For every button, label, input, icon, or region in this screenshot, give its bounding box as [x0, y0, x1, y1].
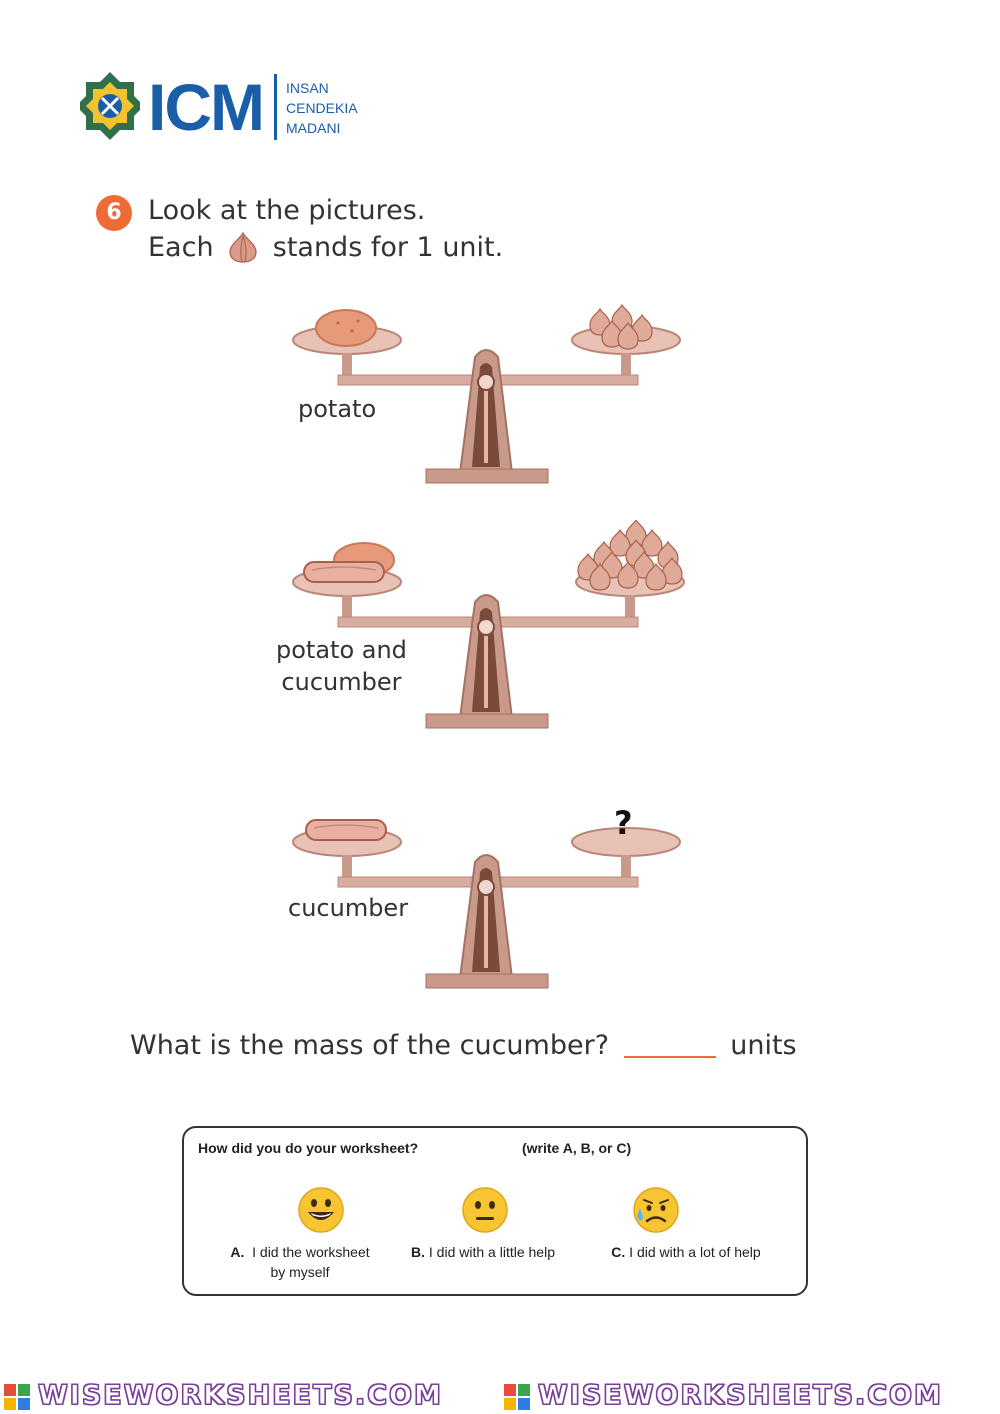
potato-icon: [316, 310, 376, 346]
logo-wordmark: ICM: [148, 70, 263, 144]
footer-watermark: [0, 1374, 1000, 1414]
answer-prompt: [130, 1028, 797, 1061]
option-text: I did with a lot of help: [629, 1244, 761, 1260]
neutral-face-icon: [461, 1186, 509, 1234]
icm-emblem-icon: [80, 68, 140, 144]
unit-text-after: stands for 1 unit.: [272, 232, 504, 263]
option-letter: B.: [411, 1244, 426, 1260]
wise-logo-icon: [4, 1384, 30, 1410]
sad-sweat-face-icon: [632, 1186, 680, 1234]
logo-sub-line: CENDEKIA: [286, 100, 358, 116]
logo-subtitle: [286, 78, 358, 138]
logo-divider: [274, 74, 277, 140]
watermark-text: WISEWORKSHEETS.COM: [38, 1380, 443, 1411]
smiling-face-icon: [297, 1186, 345, 1234]
question-instruction: Look at the pictures.: [148, 195, 426, 226]
onion-icon: [226, 230, 260, 264]
scale-label: potato: [298, 395, 377, 423]
cucumber-icon: [304, 562, 384, 582]
answer-question: What is the mass of the cucumber?: [130, 1030, 610, 1061]
balance-scale-potato: [280, 295, 700, 495]
logo-sub-line: MADANI: [286, 120, 341, 136]
onion-pile-icon: [578, 520, 682, 590]
assessment-hint: (write A, B, or C): [522, 1140, 632, 1156]
question-unit-definition: [148, 230, 503, 264]
scale-label: cucumber: [288, 894, 409, 922]
answer-blank-input[interactable]: [624, 1028, 716, 1058]
wise-logo-icon: [504, 1384, 530, 1410]
option-text: I did the worksheet: [252, 1244, 370, 1260]
scale-label-line: cucumber: [281, 668, 402, 696]
answer-unit: units: [730, 1030, 797, 1061]
option-text: I did with a little help: [428, 1244, 555, 1260]
logo-sub-line: INSAN: [286, 80, 329, 96]
assessment-question: How did you do your worksheet?: [198, 1140, 419, 1156]
option-letter: C.: [611, 1244, 626, 1260]
balance-scale-potato-cucumber: [270, 520, 690, 720]
watermark-text: WISEWORKSHEETS.COM: [538, 1380, 943, 1411]
cucumber-icon: [306, 820, 386, 840]
scale-label-line: potato and: [276, 636, 407, 664]
option-c: [596, 1242, 776, 1262]
unit-text-before: Each: [148, 232, 214, 263]
option-b: [398, 1242, 568, 1262]
scale-label: [276, 634, 407, 698]
option-a: [214, 1242, 386, 1282]
option-text: by myself: [270, 1264, 330, 1280]
icm-logo: [80, 68, 380, 148]
watermark-block: [4, 1380, 500, 1410]
option-a-line: [214, 1242, 386, 1262]
balance-scale-cucumber: [280, 798, 700, 998]
question-number-badge: 6: [96, 195, 132, 231]
watermark-block: [504, 1380, 1000, 1410]
option-letter: A.: [230, 1244, 245, 1260]
unknown-mass-mark: ?: [614, 804, 633, 842]
